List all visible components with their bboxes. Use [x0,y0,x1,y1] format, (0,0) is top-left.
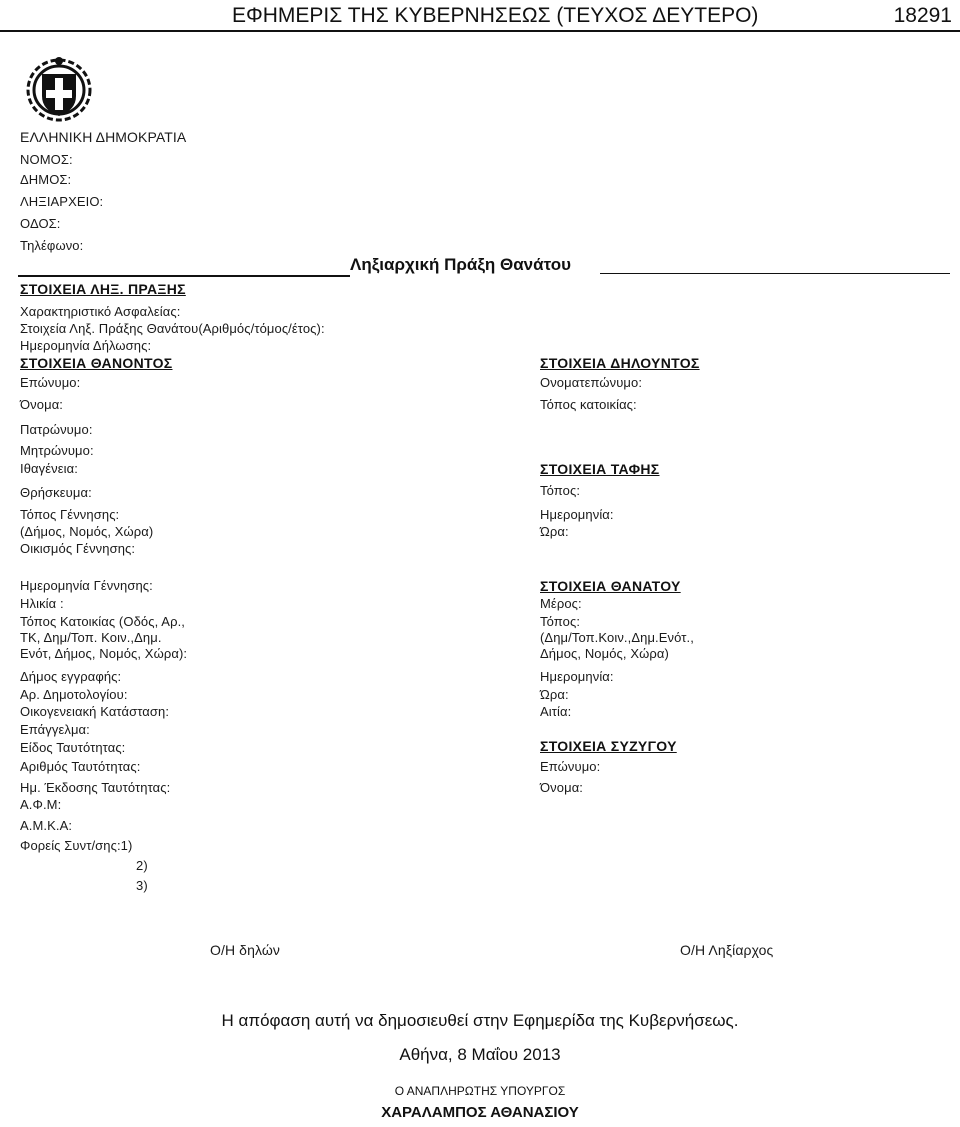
deceased-field: Ιθαγένεια: [20,461,78,476]
act-field: Ημερομηνία Δήλωσης: [20,338,152,353]
deceased-field: Αρ. Δημοτολογίου: [20,687,128,702]
death-field: Ημερομηνία: [540,669,614,684]
death-field: Ώρα: [540,687,569,702]
deceased-field: Επάγγελμα: [20,722,90,737]
deceased-section-heading: ΣΤΟΙΧΕΙΑ ΘΑΝΟΝΤΟΣ [20,355,173,371]
spouse-field: Επώνυμο: [540,759,601,774]
death-field: Δήμος, Νομός, Χώρα) [540,646,669,661]
declarant-section-heading: ΣΤΟΙΧΕΙΑ ΔΗΛΟΥΝΤΟΣ [540,355,700,371]
title-rule-right [600,273,950,274]
minister-name: ΧΑΡΑΛΑΜΠΟΣ ΑΘΑΝΑΣΙΟΥ [381,1104,579,1121]
authority-odos: ΟΔΟΣ: [20,216,61,231]
title-rule-left [18,275,350,277]
minister-role: Ο ΑΝΑΠΛΗΡΩΤΗΣ ΥΠΟΥΡΓΟΣ [394,1084,566,1098]
deceased-field: Ημερομηνία Γέννησης: [20,578,153,593]
death-section-heading: ΣΤΟΙΧΕΙΑ ΘΑΝΑΤΟΥ [540,578,681,594]
deceased-field: Όνομα: [20,397,64,412]
deceased-field: Α.Μ.Κ.Α: [20,818,73,833]
act-field: Στοιχεία Ληξ. Πράξης Θανάτου(Αριθμός/τόμος/έτος): [20,321,325,336]
document-title: Ληξιαρχική Πράξη Θανάτου [350,255,571,274]
deceased-field: Οικογενειακή Κατάσταση: [20,704,170,719]
spouse-field: Όνομα: [540,780,584,795]
deceased-field: Δήμος εγγραφής: [20,669,122,684]
declarant-field: Ονοματεπώνυμο: [540,375,643,390]
burial-field: Ώρα: [540,524,569,539]
burial-section-heading: ΣΤΟΙΧΕΙΑ ΤΑΦΗΣ [540,461,660,477]
page-number: 18291 [893,4,952,27]
death-field: Τόπος: [540,614,581,629]
authority-phone: Τηλέφωνο: [20,238,84,253]
deceased-field: Είδος Ταυτότητας: [20,740,126,755]
authority-lixiarxeio: ΛΗΞΙΑΡΧΕΙΟ: [20,194,104,209]
death-field: (Δημ/Τοπ.Κοιν.,Δημ.Ενότ., [540,630,694,645]
authority-dimos: ΔΗΜΟΣ: [20,172,72,187]
spouse-section-heading: ΣΤΟΙΧΕΙΑ ΣΥΖΥΓΟΥ [540,738,677,754]
authority-nomos: ΝΟΜΟΣ: [20,152,73,167]
header-rule [0,30,960,32]
death-field: Μέρος: [540,596,582,611]
registrar-signature-label: Ο/Η Ληξίαρχος [680,942,774,958]
place-date: Αθήνα, 8 Μαΐου 2013 [399,1045,561,1064]
act-field: Χαρακτηριστικό Ασφαλείας: [20,304,181,319]
publication-note: Η απόφαση αυτή να δημοσιευθεί στην Εφημερίδα της Κυβερνήσεως. [221,1011,739,1030]
burial-field: Ημερομηνία: [540,507,614,522]
deceased-field: Πατρώνυμο: [20,422,93,437]
deceased-field: Α.Φ.Μ: [20,797,62,812]
authority-country: ΕΛΛΗΝΙΚΗ ΔΗΜΟΚΡΑΤΙΑ [20,129,187,145]
deceased-field: Επώνυμο: [20,375,81,390]
act-section-heading: ΣΤΟΙΧΕΙΑ ΛΗΞ. ΠΡΑΞΗΣ [20,281,186,297]
burial-field: Τόπος: [540,483,581,498]
carrier-2-label: 2) [136,858,148,873]
death-field: Αιτία: [540,704,572,719]
carrier-3-label: 3) [136,878,148,893]
deceased-field: Ηλικία : [20,596,64,611]
deceased-field: Φορείς Συντ/σης:1) [20,838,133,853]
deceased-field: Τόπος Κατοικίας (Οδός, Αρ., [20,614,185,629]
deceased-field: Αριθμός Ταυτότητας: [20,759,141,774]
deceased-field: Μητρώνυμο: [20,443,94,458]
deceased-field: (Δήμος, Νομός, Χώρα) [20,524,154,539]
coat-of-arms-icon [22,52,96,126]
declarant-signature-label: Ο/Η δηλών [210,942,280,958]
deceased-field: ΤΚ, Δημ/Τοπ. Κοιν.,Δημ. [20,630,162,645]
deceased-field: Οικισμός Γέννησης: [20,541,136,556]
deceased-field: Ημ. Έκδοσης Ταυτότητας: [20,780,171,795]
deceased-field: Θρήσκευμα: [20,485,92,500]
deceased-field: Ενότ, Δήμος, Νομός, Χώρα): [20,646,188,661]
deceased-field: Τόπος Γέννησης: [20,507,120,522]
declarant-field: Τόπος κατοικίας: [540,397,637,412]
running-header-title: ΕΦΗΜΕΡΙΣ ΤΗΣ ΚΥΒΕΡΝΗΣΕΩΣ (ΤΕΥΧΟΣ ΔΕΥΤΕΡΟ) [232,4,759,27]
